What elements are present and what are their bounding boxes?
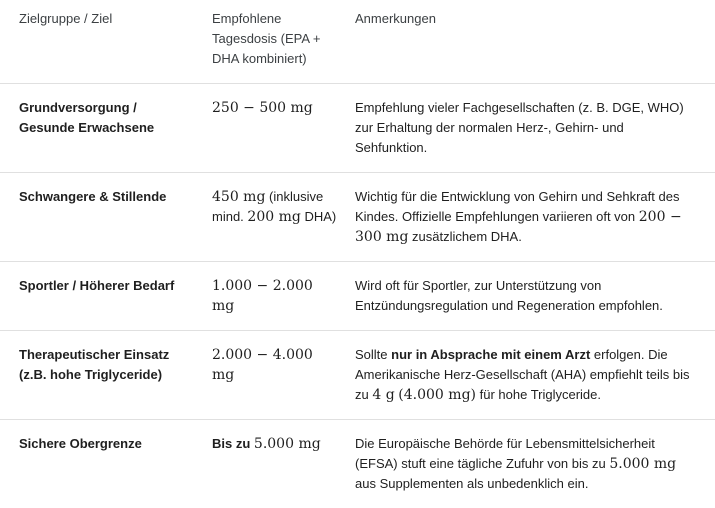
dose-value: 1.000 − 2.000 mg <box>212 278 313 314</box>
note-text: zusätzlichem DHA. <box>408 229 521 244</box>
note-text: für hohe Triglyceride. <box>476 387 601 402</box>
dose-value-dha: 200 mg <box>247 209 300 225</box>
note-text: Die Europäische Behörde für Lebensmittelsicherheit (EFSA) stuft eine tägliche Zufuhr von bis zu <box>355 436 655 471</box>
dose-text: DHA) <box>301 209 336 224</box>
target-group-cell: Grundversorgung / Gesunde Erwachsene <box>0 84 192 173</box>
note-cell <box>347 331 715 420</box>
table-header-row <box>0 0 715 84</box>
note-text: aus Supplementen als unbedenklich ein. <box>355 476 588 491</box>
table-row <box>0 84 715 173</box>
dose-cell <box>192 420 347 508</box>
note-text: erfolgen. Die Amerikanische Herz-Gesellschaft (AHA) empfiehlt teils bis zu <box>355 347 690 402</box>
note-cell: Empfehlung vieler Fachgesellschaften (z. B. DGE, WHO) zur Erhaltung der normalen Herz-, Gehirn- und Sehfunktion. <box>347 84 715 173</box>
dose-cell <box>192 331 347 420</box>
target-group-cell: Sportler / Höherer Bedarf <box>0 262 192 331</box>
header-notes: Anmerkungen <box>347 0 715 84</box>
note-value: 5.000 mg <box>609 456 676 472</box>
dose-prefix: Bis zu <box>212 436 250 451</box>
note-text: Sollte <box>355 347 391 362</box>
note-value: 4 g <box>372 387 394 403</box>
dose-text: (inklusive mind. <box>212 189 323 224</box>
note-cell: Wird oft für Sportler, zur Unterstützung von Entzündungsregulation und Regeneration empfohlen. <box>347 262 715 331</box>
table-row <box>0 331 715 420</box>
header-target-group: Zielgruppe / Ziel <box>0 0 192 84</box>
note-cell <box>347 420 715 508</box>
target-group-cell: Sichere Obergrenze <box>0 420 192 508</box>
note-value: (4.000 mg) <box>398 387 476 403</box>
dose-cell <box>192 84 347 173</box>
dose-cell <box>192 173 347 262</box>
note-emphasis: nur in Absprache mit einem Arzt <box>391 347 590 362</box>
dose-cell <box>192 262 347 331</box>
dose-value: 450 mg <box>212 189 265 205</box>
note-value: 200 − 300 mg <box>355 209 682 245</box>
note-text: Wichtig für die Entwicklung von Gehirn und Sehkraft des Kindes. Offizielle Empfehlungen variieren oft von <box>355 189 679 224</box>
table-row <box>0 420 715 508</box>
dose-value: 5.000 mg <box>254 436 321 452</box>
target-group-cell: Schwangere & Stillende <box>0 173 192 262</box>
header-daily-dose: Empfohlene Tagesdosis (EPA + DHA kombiniert) <box>192 0 347 84</box>
dose-value: 2.000 − 4.000 mg <box>212 347 313 383</box>
table-row <box>0 173 715 262</box>
note-cell <box>347 173 715 262</box>
table-row <box>0 262 715 331</box>
dose-value: 250 − 500 mg <box>212 100 313 116</box>
target-group-cell: Therapeutischer Einsatz (z.B. hohe Triglyceride) <box>0 331 192 420</box>
